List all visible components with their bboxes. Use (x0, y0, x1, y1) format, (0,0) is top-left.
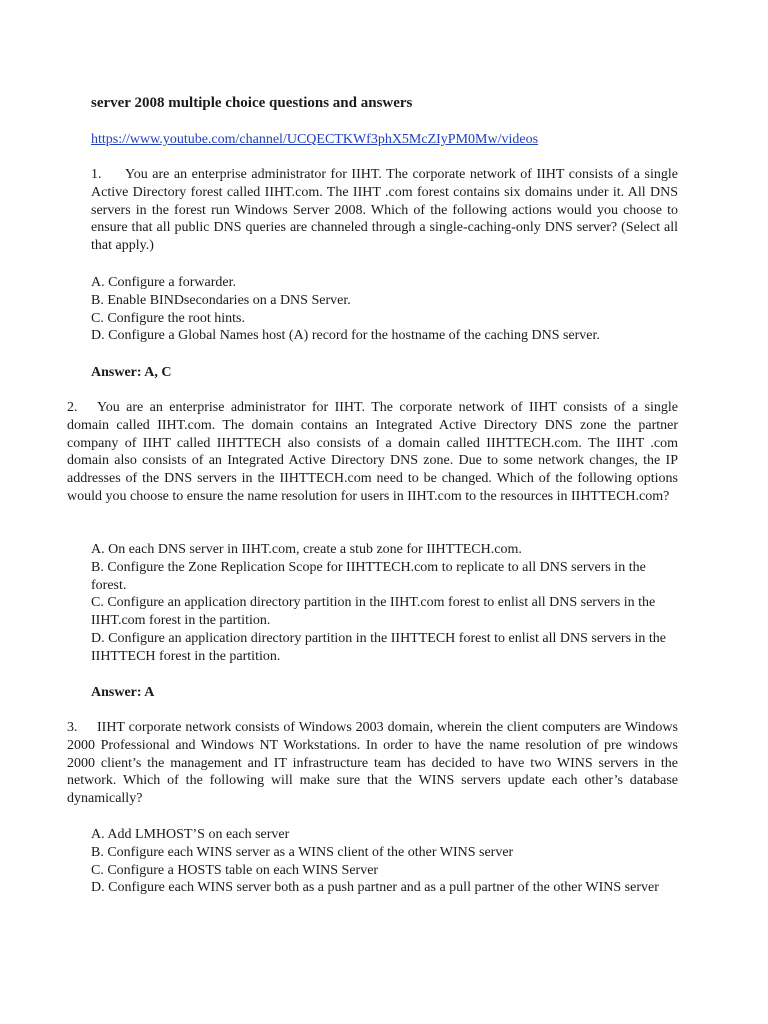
question-1-text: You are an enterprise administrator for IIHT. The corporate network of IIHT consists of a single Active Directory forest called IIHT.com. The IIHT .com forest contains six domains under it. All DNS servers in the forest run Windows Server 2008. Which of the following actions would you choose to ensure that all public DNS queries are channeled through a single-caching-only DNS server? (Select all that apply.) (91, 167, 678, 254)
question-3-text: IIHT corporate network consists of Windows 2003 domain, wherein the client computers are Windows 2000 Professional and Windows NT Workstations. In order to have the name resolution of pre windows 2000 client’s the management and IT infrastructure team has decided to have two WINS servers in the network. Which of the following will make sure that the WINS servers update each other’s database dynamically? (67, 720, 678, 807)
question-1-option-b: B. Enable BINDsecondaries on a DNS Server. (91, 292, 351, 308)
question-2-options (91, 541, 678, 666)
question-1-option-d: D. Configure a Global Names host (A) record for the hostname of the caching DNS server. (91, 328, 600, 344)
question-1 (91, 166, 678, 255)
question-1-answer: Answer: A, C (91, 365, 172, 380)
question-2-option-d: D. Configure an application directory partition in the IIHTTECH forest to enlist all DNS servers in the IIHTTECH forest in the partition. (91, 630, 667, 664)
question-2 (67, 399, 678, 506)
question-3-option-d: D. Configure each WINS server both as a push partner and as a pull partner of the other WINS server (91, 880, 659, 896)
youtube-channel-link[interactable]: https://www.youtube.com/channel/UCQECTKWf3phX5McZIyPM0Mw/videos (91, 132, 539, 147)
question-1-number: 1. (91, 167, 102, 182)
question-1-option-c: C. Configure the root hints. (91, 310, 245, 326)
question-2-option-b: B. Configure the Zone Replication Scope for IIHTTECH.com to replicate to all DNS servers in the forest. (91, 559, 646, 593)
document-title: server 2008 multiple choice questions and answers (91, 95, 413, 111)
question-2-text: You are an enterprise administrator for IIHT. The corporate network of IIHT consists of a single domain called IIHT.com. The domain contains an Integrated Active Directory DNS zone the partner company of IIHT called IIHTTECH also consists of a domain called IIHTTECH.com. The IIHT .com domain also consists of an Integrated Active Directory DNS zone. Due to some network changes, the IP addresses of the DNS servers in the IIHTTECH.com need to be changed. Which of the following options would you choose to ensure the name resolution for users in IIHT.com to the resources in IIHTTECH.com? (67, 400, 678, 504)
question-3 (67, 719, 678, 808)
question-1-option-a: A. Configure a forwarder. (91, 275, 237, 290)
question-2-answer: Answer: A (91, 685, 155, 700)
question-2-number: 2. (67, 400, 78, 415)
question-3-option-a: A. Add LMHOST’S on each server (91, 827, 290, 842)
question-2-option-c: C. Configure an application directory partition in the IIHT.com forest to enlist all DNS servers in the IIHT.com forest in the partition. (91, 595, 656, 629)
question-3-option-b: B. Configure each WINS server as a WINS client of the other WINS server (91, 844, 514, 860)
question-2-option-a: A. On each DNS server in IIHT.com, create a stub zone for IIHTTECH.com. (91, 542, 522, 557)
question-1-options (91, 274, 681, 345)
question-3-number: 3. (67, 720, 78, 735)
question-3-option-c: C. Configure a HOSTS table on each WINS Server (91, 862, 379, 878)
question-3-options (91, 826, 678, 897)
